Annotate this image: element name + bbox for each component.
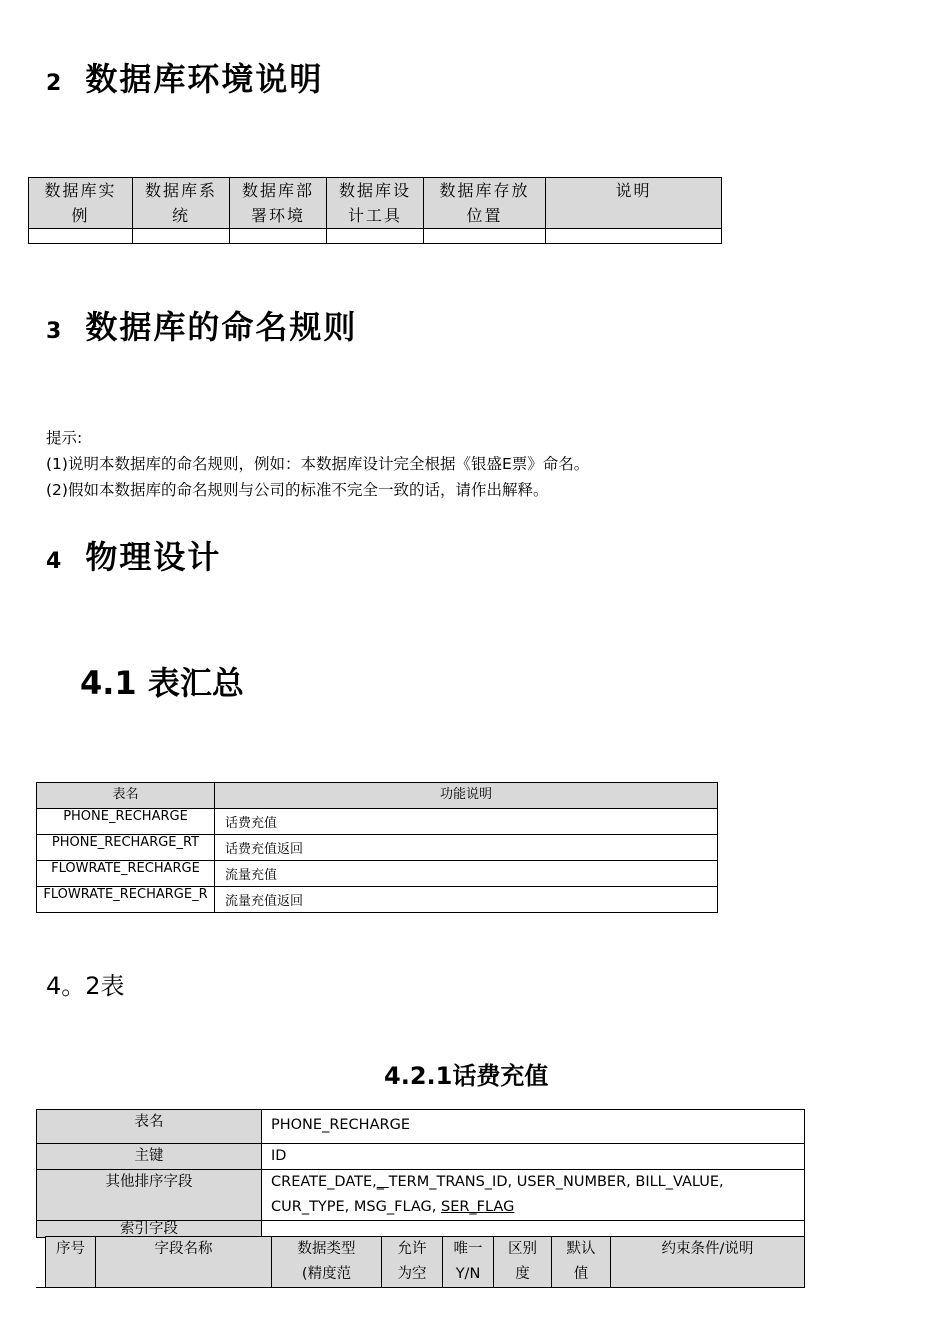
summary-table-name: FLOWRATE_RECHARGE_R	[37, 887, 215, 913]
field-header-seq: 序号	[46, 1237, 96, 1288]
env-header-tool: 数据库设 计工具	[327, 178, 424, 229]
section-title: 物理设计	[85, 538, 222, 576]
summary-table-desc: 话费充值返回	[215, 835, 718, 861]
section-3-heading	[46, 302, 357, 348]
environment-table	[28, 177, 722, 244]
summary-table-desc: 流量充值	[215, 861, 718, 887]
sort-fields-value: CREATE_DATE,_ TERM_TRANS_ID, USER_NUMBER, BILL_VALUE, CUR_TYPE, MSG_FLAG, SER_FLAG	[262, 1170, 805, 1221]
section-4-heading	[46, 532, 221, 578]
env-header-system: 数据库系 统	[133, 178, 230, 229]
index-fields-value	[262, 1221, 805, 1238]
section-title: 数据库环境说明	[85, 60, 324, 98]
section-title: 数据库的命名规则	[85, 308, 358, 346]
index-fields-label: 索引字段	[37, 1221, 262, 1238]
table-summary	[36, 782, 718, 913]
section-4-1-heading: 4.1 表汇总	[80, 664, 244, 702]
env-cell	[327, 229, 424, 244]
summary-table-name: FLOWRATE_RECHARGE	[37, 861, 215, 887]
env-cell	[424, 229, 546, 244]
table-row	[37, 861, 718, 887]
field-header-type: 数据类型 (精度范	[272, 1237, 382, 1288]
env-cell	[230, 229, 327, 244]
env-header-deploy: 数据库部 署环境	[230, 178, 327, 229]
hint-line-1: (1)说明本数据库的命名规则，例如：本数据库设计完全根据《银盛E票》命名。	[46, 455, 590, 473]
summary-table-desc: 话费充值	[215, 809, 718, 835]
env-header-location: 数据库存放 位置	[424, 178, 546, 229]
section-number: 2	[46, 71, 64, 96]
summary-header-name: 表名	[37, 783, 215, 809]
table-fields	[45, 1236, 805, 1288]
env-cell	[29, 229, 133, 244]
section-2-heading	[46, 54, 323, 100]
summary-table-name: PHONE_RECHARGE_RT	[37, 835, 215, 861]
field-header-distinct: 区别 度	[494, 1237, 552, 1288]
field-header-unique: 唯一 Y/N	[443, 1237, 494, 1288]
section-4-2-1-heading: 4.2.1话费充值	[384, 1062, 549, 1090]
field-header-name: 字段名称	[96, 1237, 272, 1288]
summary-table-name: PHONE_RECHARGE	[37, 809, 215, 835]
section-number: 4	[46, 549, 64, 574]
hint-line-2: (2)假如本数据库的命名规则与公司的标准不完全一致的话，请作出解释。	[46, 481, 549, 499]
section-number: 3	[46, 319, 64, 344]
table-name-value: PHONE_RECHARGE	[262, 1110, 805, 1144]
table-row	[37, 835, 718, 861]
field-header-nullable: 允许 为空	[382, 1237, 443, 1288]
env-header-desc: 说明	[546, 178, 722, 229]
table-name-label: 表名	[37, 1110, 262, 1144]
field-table-left-margin	[36, 1236, 45, 1288]
section-4-2-heading: 4。2表	[46, 972, 125, 1000]
primary-key-value: ID	[262, 1144, 805, 1170]
env-header-instance: 数据库实 例	[29, 178, 133, 229]
field-header-default: 默认 值	[552, 1237, 611, 1288]
table-row	[37, 887, 718, 913]
hint-label: 提示:	[46, 429, 83, 447]
summary-table-desc: 流量充值返回	[215, 887, 718, 913]
table-row	[37, 809, 718, 835]
hint-block	[46, 425, 589, 503]
summary-header-desc: 功能说明	[215, 783, 718, 809]
env-cell	[546, 229, 722, 244]
table-detail	[36, 1109, 805, 1238]
env-cell	[133, 229, 230, 244]
field-header-constraint: 约束条件/说明	[611, 1237, 805, 1288]
primary-key-label: 主键	[37, 1144, 262, 1170]
sort-fields-label: 其他排序字段	[37, 1170, 262, 1221]
